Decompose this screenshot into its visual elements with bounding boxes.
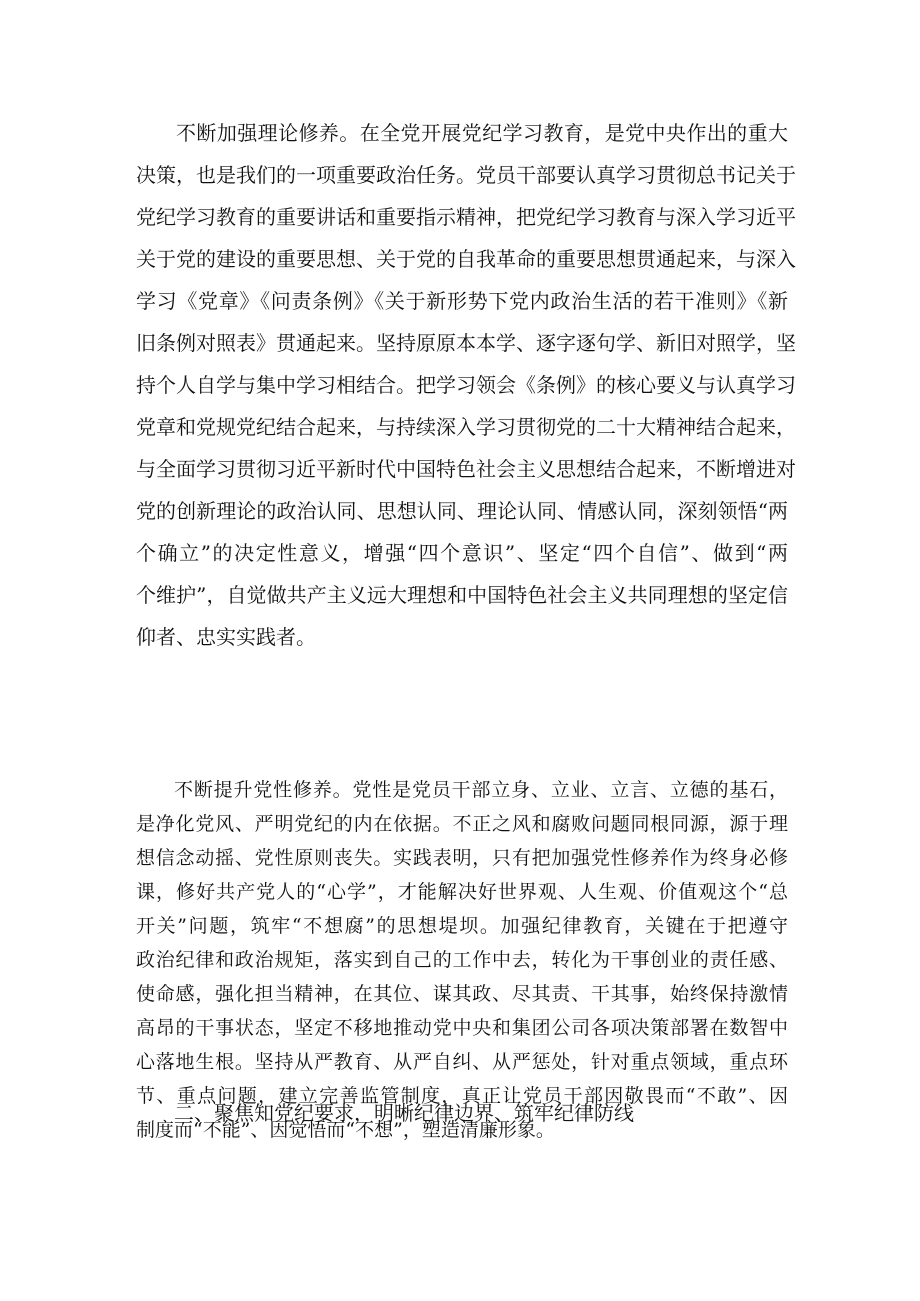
- paragraph-line: 仰者、忠实实践者。: [136, 625, 316, 649]
- paragraph-line: 高昂的干事状态，坚定不移地推动党中央和集团公司各项决策部署在数智中: [136, 1017, 788, 1039]
- paragraph-line: 旧条例对照表》贯通起来。坚持原原本本学、逐字逐句学、新旧对照学，坚: [136, 331, 796, 355]
- paragraph-line: 学习《党章》《问责条例》《关于新形势下党内政治生活的若干准则》《新: [136, 289, 788, 313]
- paragraph-line: 不断加强理论修养。在全党开展党纪学习教育，是党中央作出的重大: [176, 121, 788, 145]
- section-heading: 二、聚焦知党纪要求，明晰纪律边界、筑牢纪律防线: [174, 1101, 634, 1125]
- paragraph-line: 个维护”，自觉做共产主义远大理想和中国特色社会主义共同理想的坚定信: [136, 583, 788, 607]
- paragraph-line: 制度而“不能”、因觉悟而“不想”，塑造清廉形象。: [136, 1119, 555, 1141]
- paragraph-line: 课，修好共产党人的“心学”，才能解决好世界观、人生观、价值观这个“总: [136, 881, 788, 903]
- paragraph-line: 党章和党规党纪结合起来，与持续深入学习贯彻党的二十大精神结合起来，: [136, 415, 796, 439]
- paragraph-line: 开关”问题，筑牢“不想腐”的思想堤坝。加强纪律教育，关键在于把遵守: [136, 915, 788, 937]
- paragraph-line: 持个人自学与集中学习相结合。把学习领会《条例》的核心要义与认真学习: [136, 373, 796, 397]
- paragraph-line: 心落地生根。坚持从严教育、从严自纠、从严惩处，针对重点领域，重点环: [136, 1051, 788, 1073]
- paragraph-line: 与全面学习贯彻习近平新时代中国特色社会主义思想结合起来，不断增进对: [136, 457, 796, 481]
- paragraph-theory-cultivation: [136, 112, 796, 658]
- paragraph-party-spirit: [136, 773, 788, 1147]
- paragraph-line: 节、重点问题，建立完善监管制度，真正让党员干部因敬畏而“不敢”、因: [136, 1085, 788, 1107]
- paragraph-line: 关于党的建设的重要思想、关于党的自我革命的重要思想贯通起来，与深入: [136, 247, 796, 271]
- paragraph-line: 党的创新理论的政治认同、思想认同、理论认同、情感认同，深刻领悟“两: [136, 499, 788, 523]
- paragraph-line: 是净化党风、严明党纪的内在依据。不正之风和腐败问题同根同源，源于理: [136, 813, 788, 835]
- paragraph-line: 想信念动摇、党性原则丧失。实践表明，只有把加强党性修养作为终身必修: [136, 847, 788, 869]
- paragraph-line: 决策，也是我们的一项重要政治任务。党员干部要认真学习贯彻总书记关于: [136, 163, 796, 187]
- paragraph-line: 个确立”的决定性意义，增强“四个意识”、坚定“四个自信”、做到“两: [136, 541, 788, 565]
- paragraph-line: 党纪学习教育的重要讲话和重要指示精神，把党纪学习教育与深入学习近平: [136, 205, 796, 229]
- paragraph-line: 不断提升党性修养。党性是党员干部立身、立业、立言、立德的基石，: [174, 779, 788, 801]
- paragraph-line: 政治纪律和政治规矩，落实到自己的工作中去，转化为干事创业的责任感、: [136, 949, 788, 971]
- paragraph-line: 使命感，强化担当精神，在其位、谋其政、尽其责、干其事，始终保持激情: [136, 983, 788, 1005]
